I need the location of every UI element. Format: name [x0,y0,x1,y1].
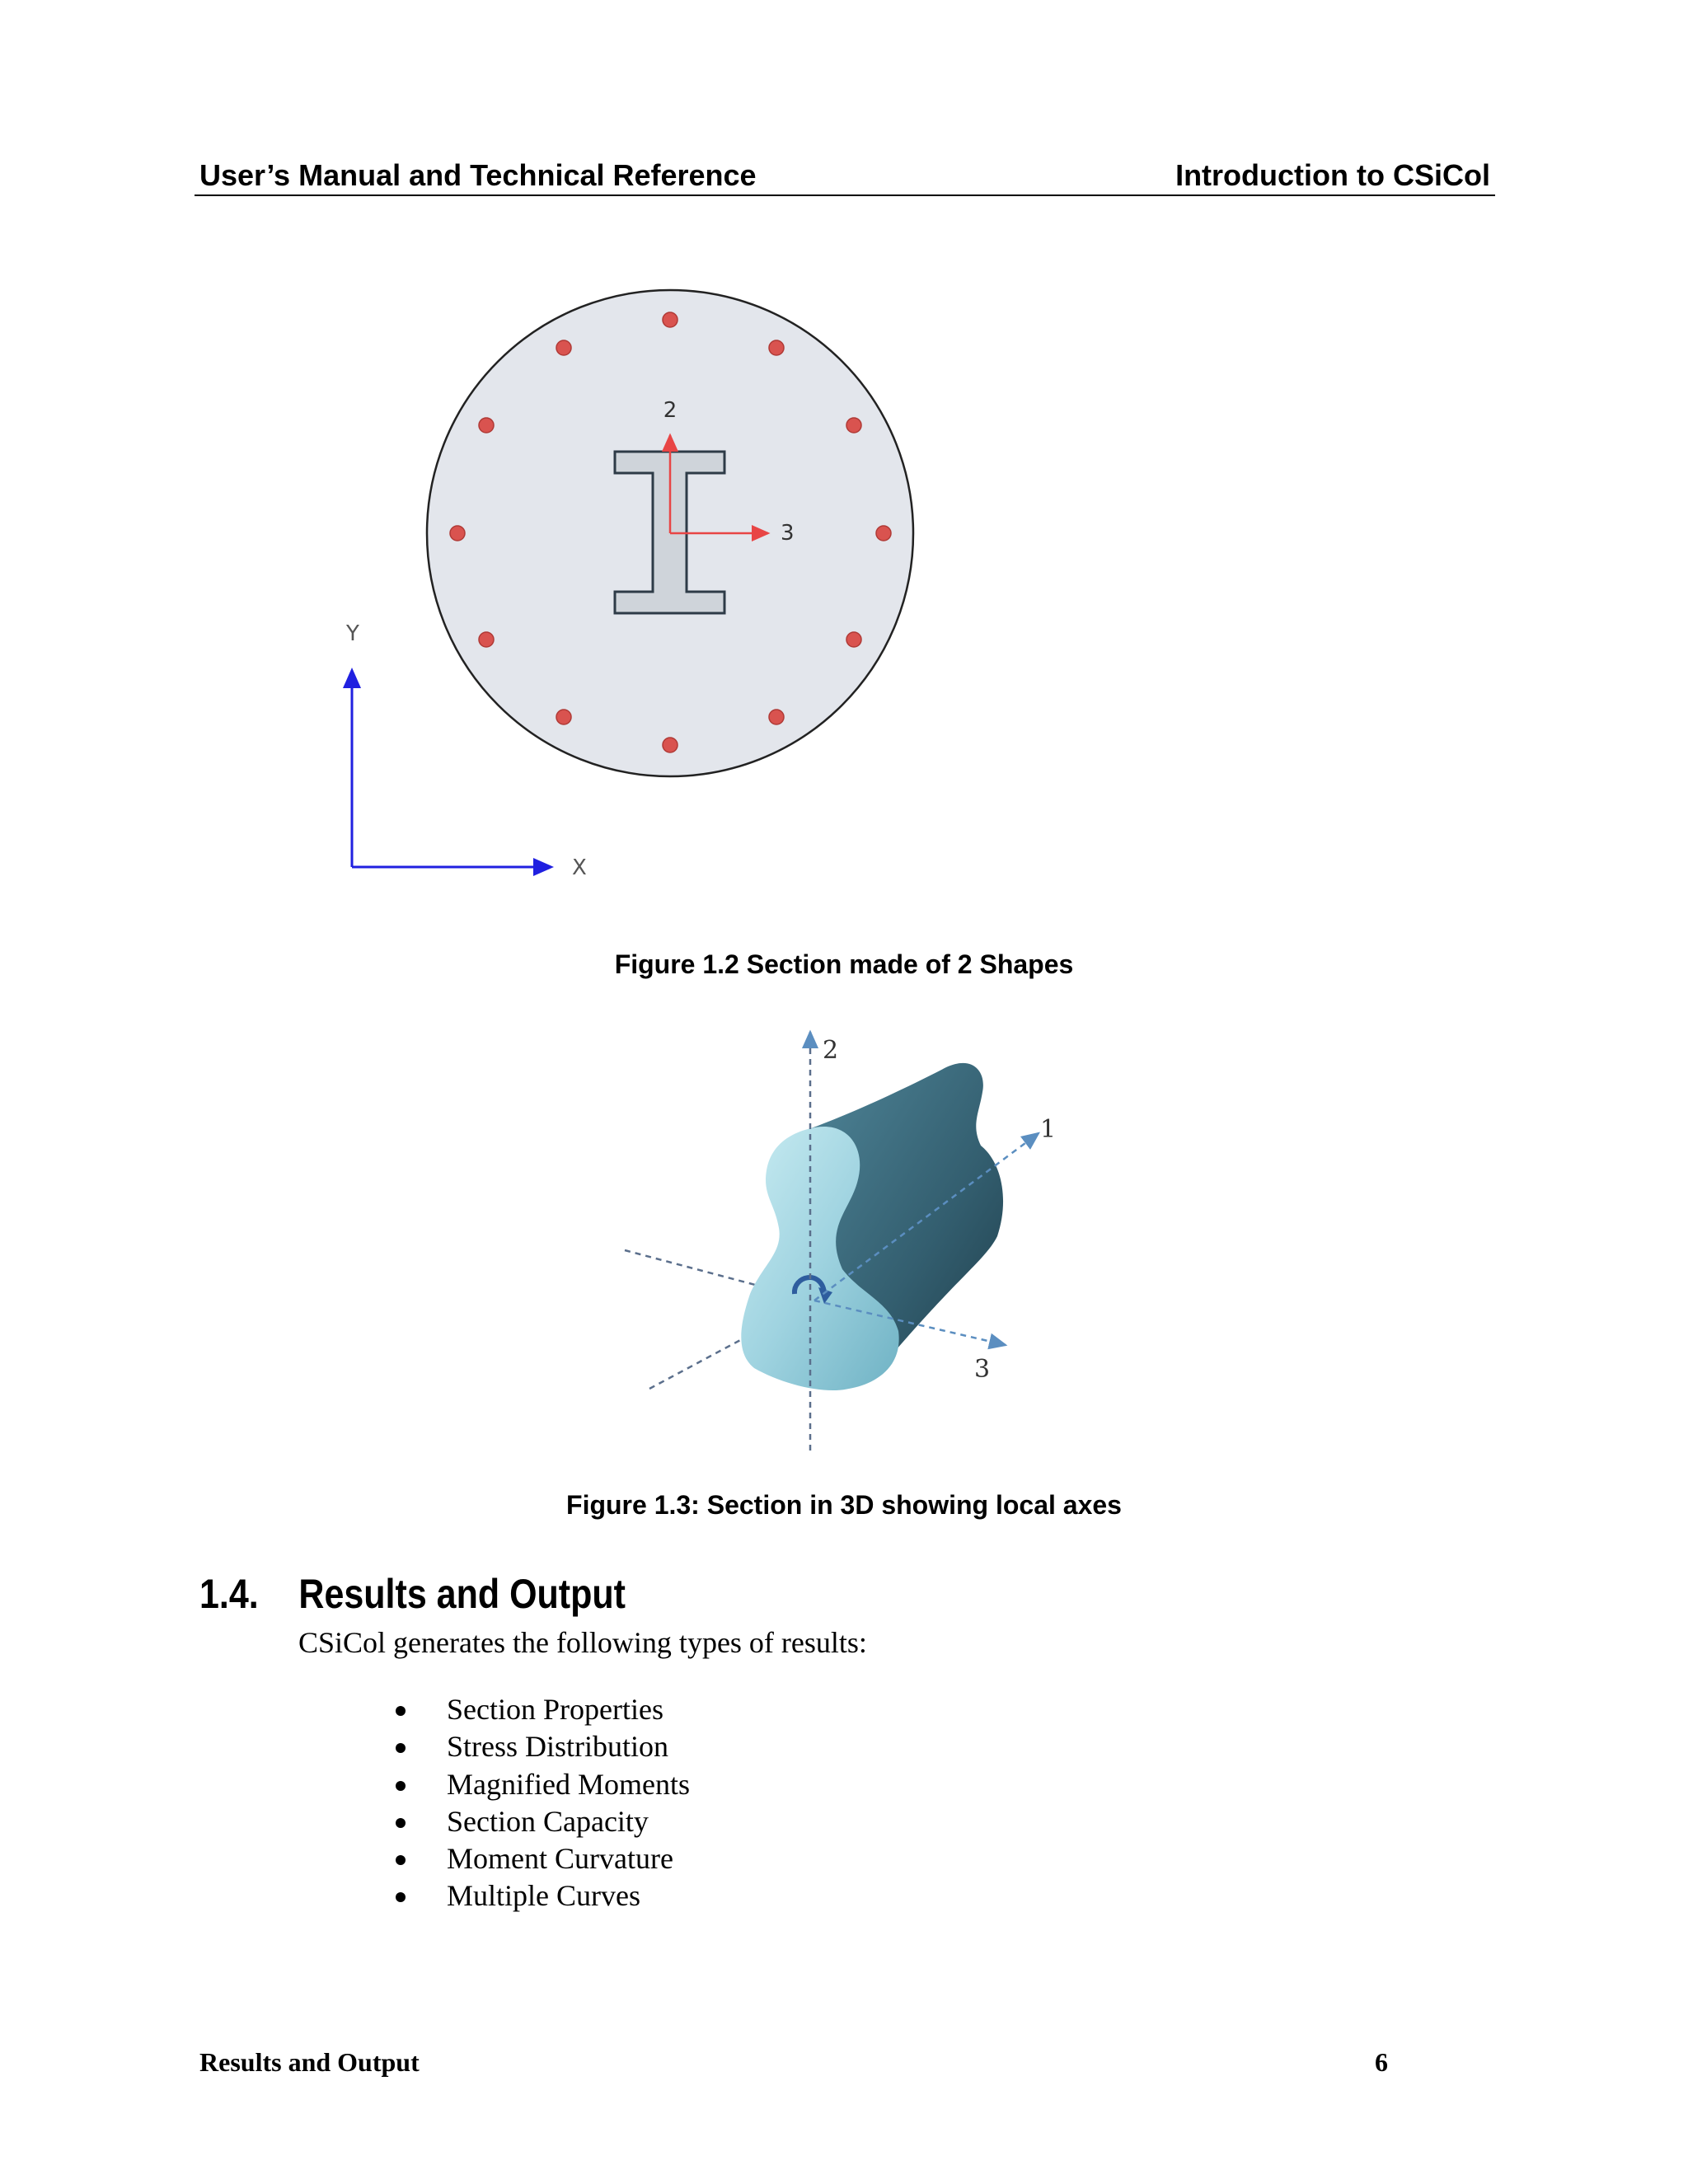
section-title: Results and Output [298,1571,626,1617]
bullet-icon [396,1706,406,1716]
local-axis-2-label: 2 [663,398,678,423]
figure-section-3d [577,1022,1104,1467]
global-axis-x-arrow [533,858,554,876]
list-item-text: Moment Curvature [447,1842,673,1876]
list-item [396,1877,690,1915]
rebar [876,526,891,541]
section-number: 1.4. [199,1571,259,1617]
rebar [846,632,861,647]
list-item-text: Section Properties [447,1693,663,1726]
axis-3-label: 3 [974,1355,991,1384]
global-axis-y-label: Y [346,621,359,646]
global-axis-y-arrow [343,668,361,688]
figure-1-3-caption: Figure 1.3: Section in 3D showing local axes [566,1490,1122,1520]
list-item [396,1840,690,1877]
rebar [663,738,678,752]
rebar [663,312,678,327]
axis-2-label: 2 [823,1036,839,1065]
bullet-icon [396,1781,406,1791]
page-number: 6 [1375,2047,1388,2077]
bullet-icon [396,1743,406,1753]
figure-section-two-shapes [0,0,1688,923]
global-axis-x-label: X [572,855,587,880]
bullet-icon [396,1892,406,1902]
rebar [479,418,494,433]
rebar [556,710,571,724]
list-item [396,1803,690,1840]
list-item-text: Stress Distribution [447,1730,669,1764]
bullet-icon [396,1818,406,1828]
rebar [769,710,784,724]
list-item-text: Multiple Curves [447,1879,640,1913]
list-item-text: Section Capacity [447,1804,649,1838]
rebar [450,526,465,541]
axis-1-label: 1 [1040,1115,1057,1144]
results-list [396,1691,690,1915]
figure-1-2-caption: Figure 1.2 Section made of 2 Shapes [614,949,1074,979]
rebar [769,340,784,355]
rebar [479,632,494,647]
bullet-icon [396,1855,406,1865]
section-heading [199,1570,626,1618]
list-item [396,1766,690,1803]
rebar [846,418,861,433]
footer-section-title: Results and Output [199,2047,420,2077]
header-manual-title: User’s Manual and Technical Reference [199,158,757,192]
list-item [396,1728,690,1765]
header-chapter-title: Introduction to CSiCol [1175,158,1490,192]
section-intro: CSiCol generates the following types of results: [298,1626,867,1659]
list-item-text: Magnified Moments [447,1767,690,1801]
local-axis-3-label: 3 [781,521,795,546]
rebar [556,340,571,355]
list-item [396,1691,690,1728]
